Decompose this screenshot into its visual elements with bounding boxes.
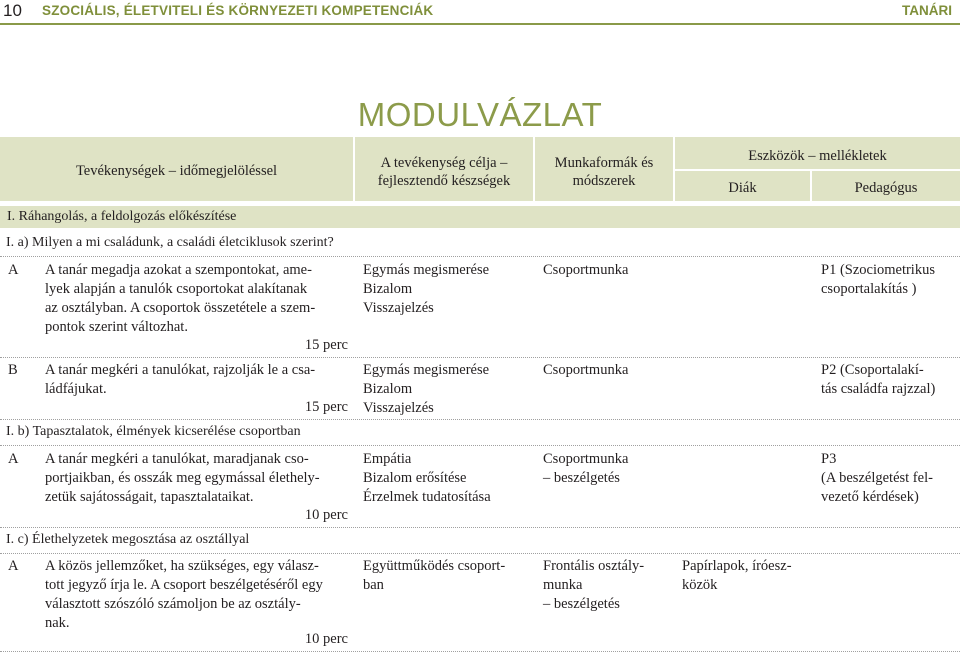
method-item: Csoportmunka xyxy=(543,451,629,467)
teacher-line: P2 (Csoportalakí- xyxy=(821,362,924,378)
teacher-line: P3 xyxy=(821,451,837,467)
goal-item: Érzelmek tudatosítása xyxy=(363,489,491,505)
activity-line: zetük sajátosságait, tapasztalataikat. xyxy=(45,489,254,505)
activity-line: ládfájukat. xyxy=(45,381,107,397)
row-letter: B xyxy=(8,362,18,378)
row-divider xyxy=(0,445,960,446)
student-line: közök xyxy=(682,577,718,593)
page-number: 10 xyxy=(3,1,22,20)
teacher-attachment xyxy=(821,450,933,507)
teacher-line: vezető kérdések) xyxy=(821,489,919,505)
header-goal-line2: fejlesztendő készségek xyxy=(377,173,511,189)
header-methods-line2: módszerek xyxy=(572,173,636,189)
method-item: – beszélgetés xyxy=(543,470,620,486)
activity-line: választott szószóló számoljon be az osztály- xyxy=(45,596,301,612)
goal-list xyxy=(363,557,528,595)
header-student: Diák xyxy=(728,180,757,196)
table-header xyxy=(0,137,960,201)
goal-item: Együttműködés csoport- xyxy=(363,558,506,574)
goal-item: Egymás megismerése xyxy=(363,362,490,378)
goal-list xyxy=(363,261,489,318)
goal-list xyxy=(363,450,491,507)
method-list xyxy=(543,361,628,380)
activity-line: A tanár megadja azokat a szempontokat, ame- xyxy=(45,262,312,278)
student-line: Papírlapok, íróesz- xyxy=(682,558,792,574)
section-heading xyxy=(0,206,960,228)
goal-item: ban xyxy=(363,577,384,593)
header-methods xyxy=(535,154,673,190)
header-activities: Tevékenységek – időmegjelöléssel xyxy=(75,163,278,179)
student-attachment xyxy=(682,557,792,595)
goal-item: Bizalom xyxy=(363,381,413,397)
running-header-right: TANÁRI xyxy=(902,3,952,18)
duration: 15 perc xyxy=(304,337,348,353)
module-title: MODULVÁZLAT xyxy=(357,96,603,133)
tools-divider xyxy=(675,169,960,171)
row-letter: A xyxy=(8,558,19,574)
activity-line: A tanár megkéri a tanulókat, maradjanak cso- xyxy=(45,451,309,467)
method-item: Frontális osztály- xyxy=(543,558,645,574)
duration: 15 perc xyxy=(304,399,348,415)
method-item: Csoportmunka xyxy=(543,362,629,378)
subsection-b-title: I. b) Tapasztalatok, élmények kicserélése csoportban xyxy=(6,424,301,439)
section-title: I. Ráhangolás, a feldolgozás előkészítése xyxy=(7,209,237,224)
row-divider xyxy=(0,527,960,528)
activity-text xyxy=(45,261,348,337)
goal-item: Visszajelzés xyxy=(363,300,434,316)
teacher-attachment xyxy=(821,361,935,399)
method-list xyxy=(543,261,628,280)
teacher-line: P1 (Szociometrikus xyxy=(821,262,935,278)
header-teacher: Pedagógus xyxy=(854,180,918,196)
subsection-a-title: I. a) Milyen a mi családunk, a családi életciklusok szerint? xyxy=(6,235,334,250)
teacher-line: tás családfa rajzzal) xyxy=(821,381,936,397)
header-goal xyxy=(355,154,533,190)
activity-line: portjaikban, és osszák meg egymással élethely- xyxy=(45,470,320,486)
subsection-c-title: I. c) Élethelyzetek megosztása az osztállyal xyxy=(6,532,250,547)
method-item: Csoportmunka xyxy=(543,262,629,278)
goal-item: Bizalom erősítése xyxy=(363,470,467,486)
header-goal-line1: A tevékenység célja – xyxy=(380,155,508,171)
running-header xyxy=(0,0,960,26)
goal-item: Egymás megismerése xyxy=(363,262,490,278)
activity-line: tott jegyző írja le. A csoport beszélgetéséről egy xyxy=(45,577,323,593)
row-divider xyxy=(0,256,960,257)
activity-line: lyek alapján a tanulók csoportokat alakítanak xyxy=(45,281,308,297)
goal-item: Empátia xyxy=(363,451,412,467)
activity-text xyxy=(45,557,348,633)
method-list xyxy=(543,557,644,614)
row-divider xyxy=(0,651,960,653)
running-header-title: SZOCIÁLIS, ÉLETVITELI ÉS KÖRNYEZETI KOMPETENCIÁK xyxy=(42,3,434,18)
activity-line: nak. xyxy=(45,615,70,631)
row-divider xyxy=(0,357,960,358)
header-methods-line1: Munkaformák és xyxy=(554,155,654,171)
goal-item: Visszajelzés xyxy=(363,400,434,416)
row-divider xyxy=(0,419,960,420)
duration: 10 perc xyxy=(304,631,348,647)
method-item: – beszélgetés xyxy=(543,596,620,612)
activity-line: pontok szerint változhat. xyxy=(45,319,188,335)
row-divider xyxy=(0,553,960,554)
activity-text xyxy=(45,450,348,507)
goal-item: Bizalom xyxy=(363,281,413,297)
teacher-attachment xyxy=(821,261,935,299)
teacher-line: csoportalakítás ) xyxy=(821,281,917,297)
activity-line: A közös jellemzőket, ha szükséges, egy válasz- xyxy=(45,558,319,574)
row-letter: A xyxy=(8,451,19,467)
header-rule xyxy=(0,23,960,25)
method-list xyxy=(543,450,628,488)
method-item: munka xyxy=(543,577,583,593)
row-letter: A xyxy=(8,262,19,278)
header-tools: Eszközök – mellékletek xyxy=(748,148,887,164)
duration: 10 perc xyxy=(304,507,348,523)
goal-list xyxy=(363,361,489,418)
activity-text xyxy=(45,361,348,399)
activity-line: az osztályban. A csoportok összetétele a szem- xyxy=(45,300,316,316)
activity-line: A tanár megkéri a tanulókat, rajzolják le a csa- xyxy=(45,362,316,378)
teacher-line: (A beszélgetést fel- xyxy=(821,470,933,486)
